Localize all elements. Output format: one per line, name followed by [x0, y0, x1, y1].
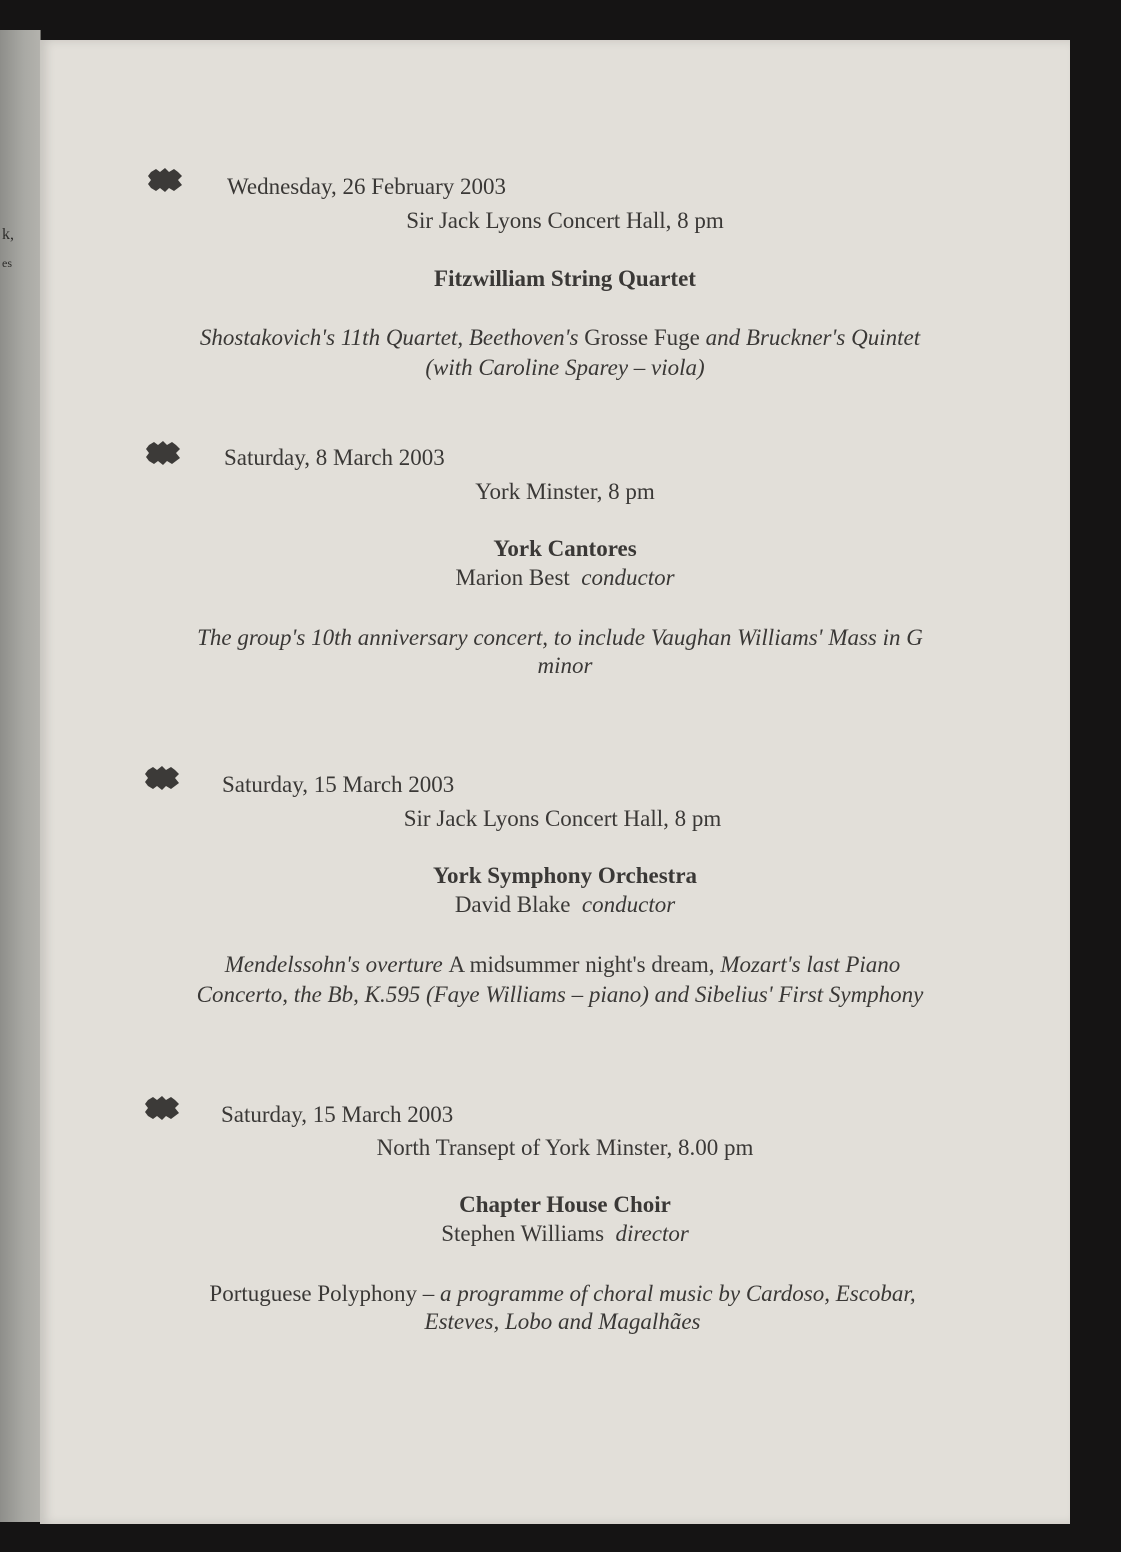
programme-text: and Bruckner's Quintet — [699, 325, 921, 350]
facing-page-edge — [0, 30, 41, 1522]
conductor-role: conductor — [581, 565, 675, 590]
conductor-line — [40, 1221, 1070, 1247]
programme-description — [40, 949, 1070, 980]
programme-description — [40, 1278, 1070, 1309]
programme-description — [40, 322, 1070, 353]
conductor-line — [40, 892, 1070, 918]
programme-description-line2: Esteves, Lobo and Magalhães — [424, 1309, 701, 1334]
conductor-name: Marion Best — [455, 565, 570, 590]
programme-description-line2: Concerto, the Bb, K.595 (Faye Williams – piano) and Sibelius' First Symphony — [196, 982, 924, 1007]
event-venue: North Transept of York Minster, 8.00 pm — [376, 1135, 754, 1160]
starburst-bullet-icon — [145, 766, 179, 790]
ensemble-name: York Cantores — [493, 536, 637, 561]
programme-text: Mendelssohn's overture — [224, 952, 449, 977]
facing-page-fragment: k, — [2, 226, 14, 243]
programme-description-line2: (with Caroline Sparey – viola) — [425, 355, 705, 380]
event-date: Saturday, 15 March 2003 — [222, 772, 455, 797]
programme-description: The group's 10th anniversary concert, to include Vaughan Williams' Mass in G — [197, 625, 923, 650]
ensemble-name: Chapter House Choir — [459, 1192, 671, 1217]
ensemble-name: York Symphony Orchestra — [432, 863, 698, 888]
programme-text: Shostakovich's 11th Quartet, Beethoven's — [199, 325, 585, 350]
conductor-name: Stephen Williams — [441, 1221, 605, 1246]
event-venue: Sir Jack Lyons Concert Hall, 8 pm — [406, 208, 724, 233]
event-date: Saturday, 15 March 2003 — [221, 1102, 454, 1127]
conductor-role: director — [615, 1221, 689, 1246]
work-title: A midsummer night's dream, — [448, 952, 715, 977]
work-title: Grosse Fuge — [584, 325, 700, 350]
event-date: Saturday, 8 March 2003 — [224, 445, 445, 470]
event-venue: Sir Jack Lyons Concert Hall, 8 pm — [403, 806, 722, 831]
programme-description-line2: minor — [537, 653, 593, 678]
starburst-bullet-icon — [148, 168, 182, 192]
facing-page-fragment: es — [2, 256, 12, 270]
event-venue: York Minster, 8 pm — [475, 479, 655, 504]
programme-text: – a programme of choral music by Cardoso, Escobar, — [417, 1281, 916, 1306]
conductor-name: David Blake — [454, 892, 571, 917]
event-date: Wednesday, 26 February 2003 — [227, 174, 506, 199]
conductor-line — [40, 565, 1070, 591]
starburst-bullet-icon — [146, 441, 180, 465]
conductor-role: conductor — [581, 892, 676, 917]
ensemble-name: Fitzwilliam String Quartet — [434, 266, 696, 291]
starburst-bullet-icon — [145, 1096, 179, 1120]
programme-title: Portuguese Polyphony — [209, 1281, 418, 1306]
programme-text: Mozart's last Piano — [714, 952, 901, 977]
programme-page — [40, 40, 1070, 1524]
